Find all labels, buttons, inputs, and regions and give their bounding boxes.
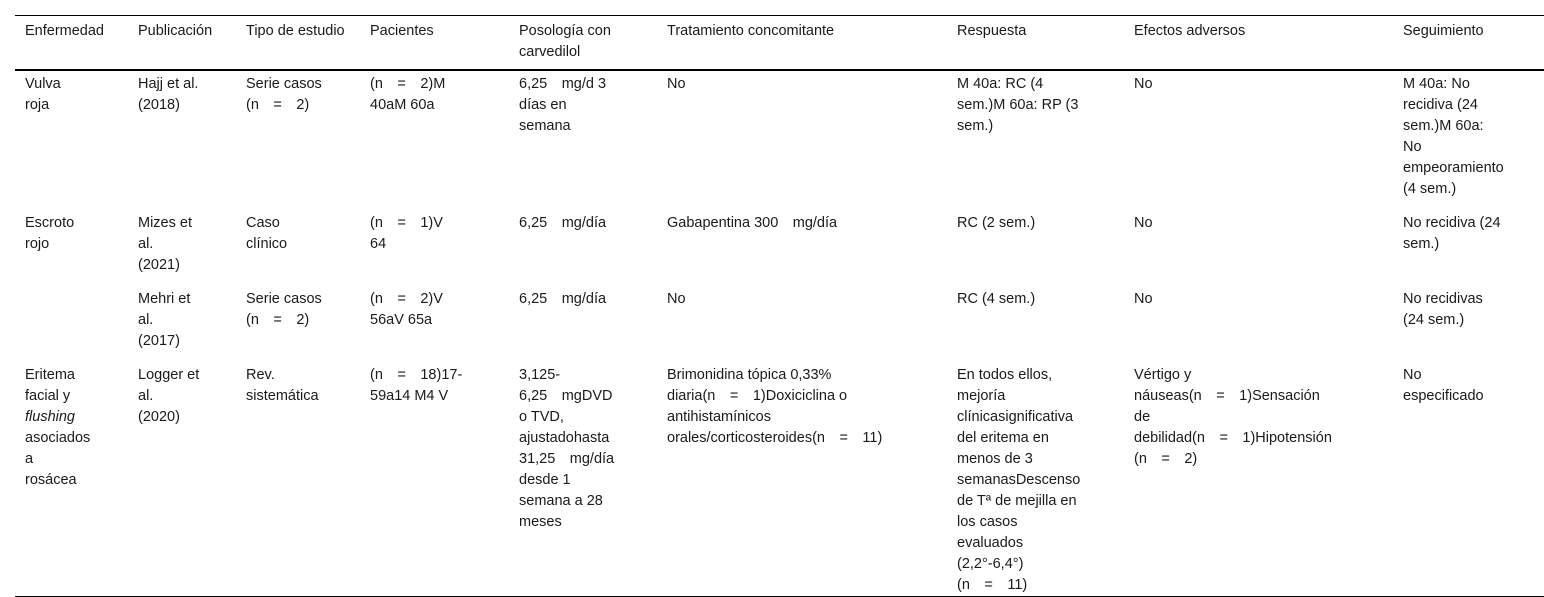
cell-line: Mehri et xyxy=(138,291,191,307)
cell-tratamiento xyxy=(657,211,947,287)
cell-line: 40aM 60a xyxy=(370,97,435,113)
cell-posologia xyxy=(509,70,657,211)
cell-line: M 40a: No xyxy=(1403,76,1470,92)
cell-line: al. xyxy=(138,388,154,404)
cell-line: (2018) xyxy=(138,97,180,113)
cell-line: antihistamínicos xyxy=(667,409,771,425)
cell-seguimiento xyxy=(1393,70,1544,211)
cell-line: (4 sem.) xyxy=(1403,181,1457,197)
cell-pacientes xyxy=(360,70,509,211)
cell-line: (n = 18)17- xyxy=(370,367,463,383)
cell-line: Logger et xyxy=(138,367,200,383)
cell-line: mejoría xyxy=(957,388,1006,404)
cell-line: 6,25 mg/d 3 xyxy=(519,76,607,92)
cell-posologia xyxy=(509,287,657,363)
cell-efectos xyxy=(1124,211,1393,287)
cell-efectos xyxy=(1124,70,1393,211)
cell-line: Caso xyxy=(246,215,280,231)
cell-pacientes xyxy=(360,287,509,363)
table-row xyxy=(15,211,1544,287)
cell-line: (2021) xyxy=(138,257,180,273)
data-table xyxy=(15,15,1544,597)
cell-posologia xyxy=(509,211,657,287)
cell-respuesta xyxy=(947,211,1124,287)
cell-line: menos de 3 xyxy=(957,451,1033,467)
cell-publicacion xyxy=(128,211,236,287)
cell-line: 64 xyxy=(370,236,387,252)
cell-line: (2020) xyxy=(138,409,180,425)
cell-line: de Tª de mejilla en xyxy=(957,493,1077,509)
cell-line: Rev. xyxy=(246,367,275,383)
cell-line: Serie casos xyxy=(246,76,322,92)
cell-line: No recidiva (24 xyxy=(1403,215,1501,231)
cell-line: Hajj et al. xyxy=(138,76,199,92)
cell-line: (n = 2) xyxy=(246,97,310,113)
cell-enfermedad xyxy=(15,363,128,597)
cell-line: RC (2 sem.) xyxy=(957,215,1036,231)
cell-seguimiento xyxy=(1393,363,1544,597)
cell-line: (n = 2)M xyxy=(370,76,446,92)
cell-publicacion xyxy=(128,70,236,211)
table-row xyxy=(15,70,1544,211)
cell-line: especificado xyxy=(1403,388,1484,404)
table-row xyxy=(15,287,1544,363)
cell-tratamiento xyxy=(657,287,947,363)
cell-line: (2017) xyxy=(138,333,180,349)
cell-line: Mizes et xyxy=(138,215,192,231)
cell-line: Serie casos xyxy=(246,291,322,307)
cell-enfermedad xyxy=(15,287,128,363)
cell-line: clínico xyxy=(246,236,288,252)
cell-line: No xyxy=(1134,291,1153,307)
cell-line: del eritema en xyxy=(957,430,1049,446)
cell-respuesta xyxy=(947,287,1124,363)
cell-line: M 40a: RC (4 xyxy=(957,76,1044,92)
cell-line: ajustadohasta xyxy=(519,430,610,446)
cell-line: No xyxy=(1134,215,1153,231)
cell-line: diaria(n = 1)Doxiciclina o xyxy=(667,388,848,404)
cell-tratamiento xyxy=(657,363,947,597)
cell-line: (n = 11) xyxy=(957,577,1028,593)
cell-line: 31,25 mg/día xyxy=(519,451,615,467)
cell-line: No xyxy=(1403,139,1422,155)
cell-respuesta xyxy=(947,363,1124,597)
cell-line: empeoramiento xyxy=(1403,160,1504,176)
cell-line: facial y xyxy=(25,388,71,404)
cell-line: 59a14 M4 V xyxy=(370,388,449,404)
cell-enfermedad xyxy=(15,70,128,211)
cell-line: rosácea xyxy=(25,472,77,488)
header-posologia: Posología con carvedilol xyxy=(519,23,611,60)
header-seguimiento: Seguimiento xyxy=(1403,23,1484,39)
cell-line: 6,25 mg/día xyxy=(519,291,607,307)
cell-line: orales/corticosteroides(n = 11) xyxy=(667,430,883,446)
cell-efectos xyxy=(1124,287,1393,363)
cell-line: rojo xyxy=(25,236,50,252)
header-row xyxy=(15,16,1544,71)
cell-line: (n = 2)V xyxy=(370,291,443,307)
cell-line: recidiva (24 xyxy=(1403,97,1478,113)
cell-line: No xyxy=(667,76,686,92)
cell-line: (24 sem.) xyxy=(1403,312,1465,328)
cell-line: Eritema xyxy=(25,367,75,383)
cell-line: asociados xyxy=(25,430,91,446)
cell-line: de xyxy=(1134,409,1151,425)
cell-publicacion xyxy=(128,363,236,597)
cell-tratamiento xyxy=(657,70,947,211)
cell-line: debilidad(n = 1)Hipotensión xyxy=(1134,430,1332,446)
cell-tipo xyxy=(236,70,360,211)
cell-efectos xyxy=(1124,363,1393,597)
cell-line: desde 1 xyxy=(519,472,571,488)
cell-line: meses xyxy=(519,514,562,530)
cell-line: No xyxy=(1403,367,1422,383)
cell-line: sem.) xyxy=(957,118,994,134)
cell-pacientes xyxy=(360,211,509,287)
header-pacientes: Pacientes xyxy=(370,23,434,39)
cell-line: En todos ellos, xyxy=(957,367,1053,383)
cell-seguimiento xyxy=(1393,211,1544,287)
cell-line: Brimonidina tópica 0,33% xyxy=(667,367,832,383)
cell-tipo xyxy=(236,211,360,287)
header-publicacion: Publicación xyxy=(138,23,213,39)
header-efectos-adversos: Efectos adversos xyxy=(1134,23,1246,39)
cell-line: evaluados xyxy=(957,535,1024,551)
cell-line: (n = 2) xyxy=(1134,451,1198,467)
cell-line: No xyxy=(667,291,686,307)
cell-line: No recidivas xyxy=(1403,291,1483,307)
cell-line: 6,25 mg/día xyxy=(519,215,607,231)
cell-line: al. xyxy=(138,236,154,252)
cell-line: días en xyxy=(519,97,567,113)
cell-line: roja xyxy=(25,97,50,113)
header-enfermedad: Enfermedad xyxy=(25,23,104,39)
cell-tipo xyxy=(236,363,360,597)
cell-line: sistemática xyxy=(246,388,319,404)
cell-line: semana xyxy=(519,118,571,134)
cell-line: semanasDescenso xyxy=(957,472,1081,488)
cell-seguimiento xyxy=(1393,287,1544,363)
cell-line: 6,25 mgDVD xyxy=(519,388,613,404)
table-row xyxy=(15,363,1544,597)
cell-line: a xyxy=(25,451,34,467)
cell-line: los casos xyxy=(957,514,1018,530)
cell-pacientes xyxy=(360,363,509,597)
header-tratamiento: Tratamiento concomitante xyxy=(667,23,835,39)
cell-tipo xyxy=(236,287,360,363)
cell-line: clínicasignificativa xyxy=(957,409,1074,425)
cell-line: al. xyxy=(138,312,154,328)
cell-line: Vértigo y xyxy=(1134,367,1192,383)
cell-line: sem.)M 60a: xyxy=(1403,118,1484,134)
cell-line: 3,125- xyxy=(519,367,561,383)
cell-enfermedad xyxy=(15,211,128,287)
cell-line: (n = 1)V xyxy=(370,215,443,231)
cell-line: (2,2°-6,4°) xyxy=(957,556,1024,572)
cell-line: Gabapentina 300 mg/día xyxy=(667,215,838,231)
cell-publicacion xyxy=(128,287,236,363)
cell-line: (n = 2) xyxy=(246,312,310,328)
cell-posologia xyxy=(509,363,657,597)
header-respuesta: Respuesta xyxy=(957,23,1027,39)
cell-respuesta xyxy=(947,70,1124,211)
table-body xyxy=(15,70,1544,597)
cell-line: náuseas(n = 1)Sensación xyxy=(1134,388,1320,404)
cell-line: Escroto xyxy=(25,215,75,231)
cell-line: sem.)M 60a: RP (3 xyxy=(957,97,1079,113)
cell-line: o TVD, xyxy=(519,409,564,425)
cell-line: RC (4 sem.) xyxy=(957,291,1036,307)
cell-line: No xyxy=(1134,76,1153,92)
cell-line: Vulva xyxy=(25,76,61,92)
cell-line: flushing xyxy=(25,409,75,425)
cell-line: semana a 28 xyxy=(519,493,603,509)
cell-line: sem.) xyxy=(1403,236,1440,252)
header-tipo-estudio: Tipo de estudio xyxy=(246,23,345,39)
cell-line: 56aV 65a xyxy=(370,312,433,328)
